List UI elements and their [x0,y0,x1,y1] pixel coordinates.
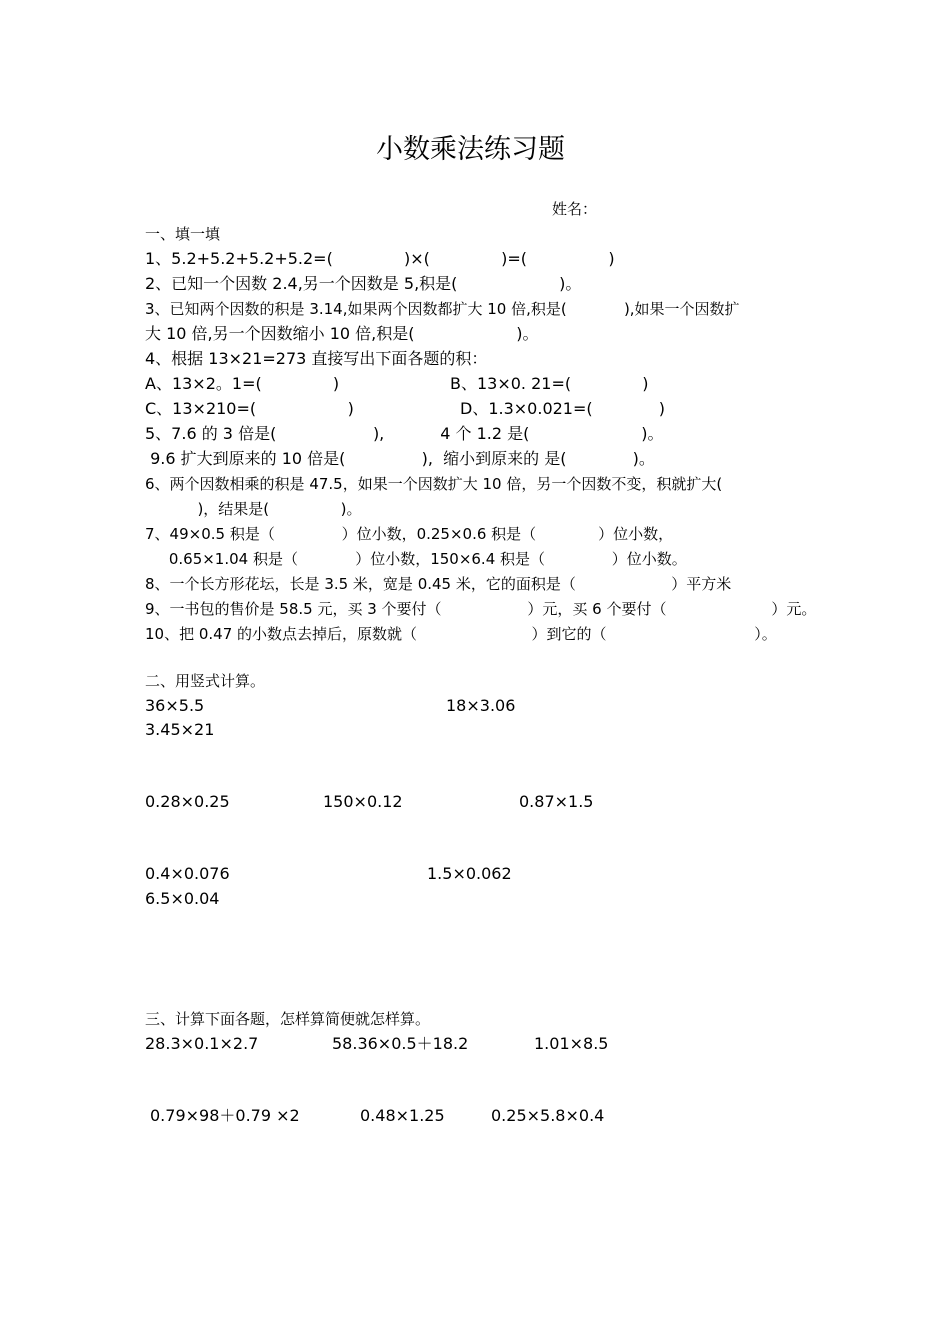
question-4-c: C、13×210=( ) [145,399,354,418]
section3-heading: 三、计算下面各题，怎样算简便就怎样算。 [145,1010,431,1028]
calc-item: 1.5×0.062 [427,864,512,883]
question-10: 10、把 0.47 的小数点去掉后，原数就（ ）到它的（ ）。 [145,625,777,643]
question-9: 9、一书包的售价是 58.5 元，买 3 个要付（ ）元，买 6 个要付（ ）元。 [145,600,817,618]
calc-item: 3.45×21 [145,720,215,739]
page-title: 小数乘法练习题 [376,134,565,165]
calc-item: 150×0.12 [323,792,403,811]
simplify-item: 58.36×0.5＋18.2 [332,1034,469,1053]
simplify-item: 0.48×1.25 [360,1106,445,1125]
calc-item: 18×3.06 [446,696,516,715]
calc-item: 0.4×0.076 [145,864,230,883]
question-3-line-2: 大 10 倍,另一个因数缩小 10 倍,积是( )。 [145,324,539,343]
name-label: 姓名： [552,200,598,218]
question-1: 1、5.2+5.2+5.2+5.2=( )×( )=( ) [145,249,615,268]
calc-item: 0.28×0.25 [145,792,230,811]
question-7-line-2: 0.65×1.04 积是（ ）位小数，150×6.4 积是（ ）位小数。 [145,550,687,568]
question-8: 8、一个长方形花坛，长是 3.5 米，宽是 0.45 米，它的面积是（ ）平方米 [145,575,732,593]
calc-item: 36×5.5 [145,696,205,715]
section1-heading: 一、填一填 [145,225,221,243]
simplify-item: 0.79×98＋0.79 ×2 [150,1106,300,1125]
question-5-line-1: 5、7.6 的 3 倍是( ), 4 个 1.2 是( )。 [145,424,664,443]
question-4-a: A、13×2。1=( ) [145,374,340,393]
question-2: 2、已知一个因数 2.4,另一个因数是 5,积是( )。 [145,274,582,293]
calc-item: 0.87×1.5 [519,792,594,811]
question-3-line-1: 3、已知两个因数的积是 3.14,如果两个因数都扩大 10 倍,积是( ),如果一个因数扩 [145,300,740,318]
question-4-b: B、13×0. 21=( ) [450,374,649,393]
calc-item: 6.5×0.04 [145,889,220,908]
question-4-d: D、1.3×0.021=( ) [460,399,665,418]
question-4: 4、根据 13×21=273 直接写出下面各题的积： [145,349,488,368]
question-6-line-2: )，结果是( )。 [145,500,362,518]
question-6-line-1: 6、两个因数相乘的积是 47.5，如果一个因数扩大 10 倍，另一个因数不变，积就扩大( [145,475,723,493]
simplify-item: 0.25×5.8×0.4 [491,1106,605,1125]
question-7-line-1: 7、49×0.5 积是（ ）位小数，0.25×0.6 积是（ ）位小数， [145,525,674,543]
simplify-item: 1.01×8.5 [534,1034,609,1053]
question-5-line-2: 9.6 扩大到原来的 10 倍是( ), 缩小到原来的 是( )。 [145,449,655,468]
section2-heading: 二、用竖式计算。 [145,672,266,690]
simplify-item: 28.3×0.1×2.7 [145,1034,259,1053]
